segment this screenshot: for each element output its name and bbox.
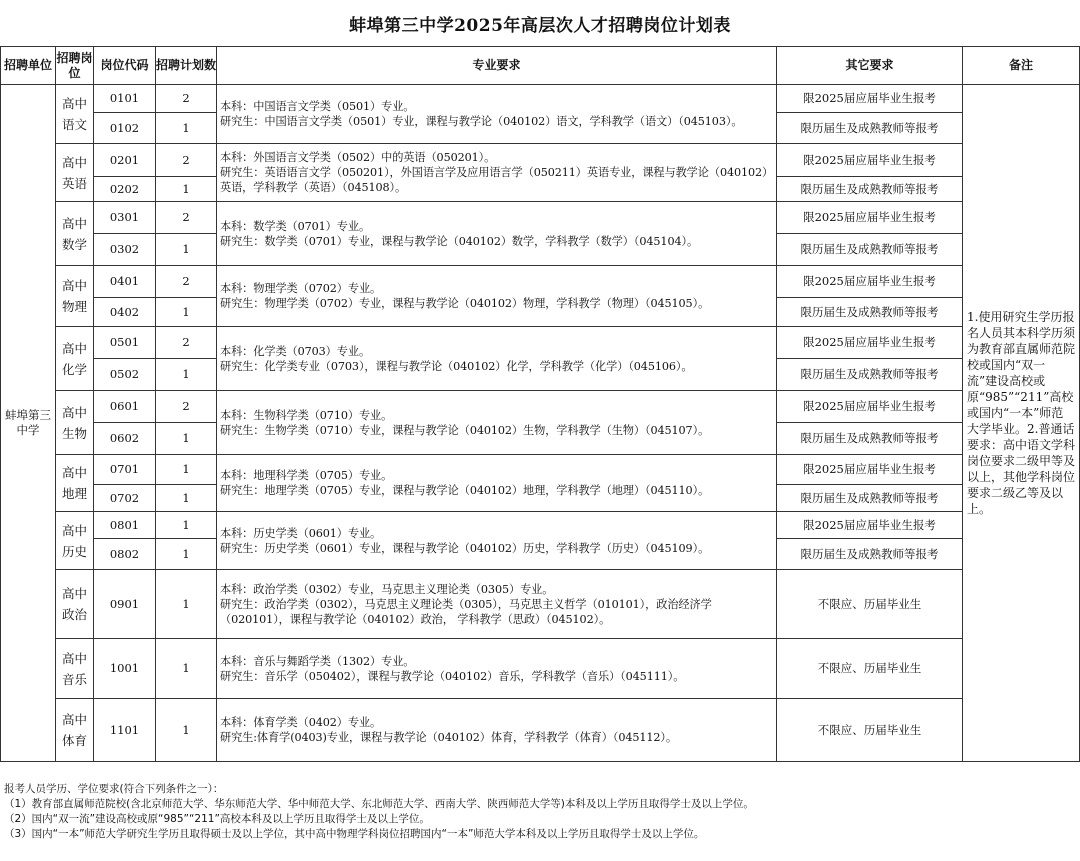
subject-label: 语文	[61, 117, 87, 132]
code-cell: 0801	[94, 512, 156, 539]
other-requirement-cell: 限2025届应届毕业生报考	[777, 455, 963, 485]
major-requirement-line: 研究生：政治学类（0302），马克思主义理论类（0305），马克思主义哲学（010101），政治经济学（020101），课程与教学论（040102）政治， 学科教学（思政）（045102）。	[220, 597, 712, 626]
table-row	[1, 391, 1080, 423]
code-cell: 0501	[94, 327, 156, 359]
major-requirement-line: 本科：体育学类（0402）专业。	[220, 716, 382, 729]
count-cell: 1	[156, 699, 217, 762]
table-row	[1, 202, 1080, 234]
count-cell: 1	[156, 570, 217, 639]
note-cell	[963, 85, 1080, 762]
subject-label: 音乐	[61, 671, 87, 687]
subject-label: 历史	[61, 543, 87, 559]
major-requirement-cell	[217, 455, 777, 512]
major-requirement-line: 本科：化学类（0703）专业。	[220, 344, 371, 358]
footnote-line: （3）国内“一本”师范大学研究生学历且取得硕士及以上学位，其中高中物理学科岗位招聘国内“一本”师范大学本科及以上学历且取得学士及以上学位。	[4, 828, 705, 840]
header-note: 备注	[963, 47, 1080, 85]
code-cell: 1001	[94, 639, 156, 699]
subject-label: 高中	[61, 96, 87, 111]
major-requirement-line: 本科：生物科学类（0710）专业。	[220, 408, 393, 422]
major-requirement-line: 研究生：英语语言文学（050201），外国语言学及应用语言学（050211）英语专业，课程与教学论（040102）英语，学科教学（英语）（045108）。	[220, 166, 768, 194]
count-cell: 1	[156, 234, 217, 266]
table-row	[1, 699, 1080, 762]
count-cell: 1	[156, 539, 217, 570]
count-cell: 1	[156, 359, 217, 391]
subject-label: 高中	[61, 404, 87, 420]
other-requirement-cell: 限2025届应届毕业生报考	[777, 327, 963, 359]
major-requirement-line: 本科：中国语言文学类（0501）专业。	[220, 100, 415, 113]
subject-cell	[56, 202, 94, 266]
major-requirement-line: 研究生：历史学类（0601）专业，课程与教学论（040102）历史，学科教学（历史）（045109）。	[220, 541, 710, 555]
other-requirement-cell: 限2025届应届毕业生报考	[777, 144, 963, 177]
count-cell: 2	[156, 202, 217, 234]
code-cell: 0702	[94, 485, 156, 512]
count-cell: 2	[156, 144, 217, 177]
other-requirement-cell: 不限应、历届毕业生	[777, 639, 963, 699]
other-requirement-cell: 限2025届应届毕业生报考	[777, 266, 963, 298]
major-requirement-line: 研究生:体育学(0403)专业，课程与教学论（040102）体育，学科教学（体育）（045112）。	[220, 731, 677, 744]
other-requirement-cell: 限2025届应届毕业生报考	[777, 85, 963, 113]
subject-label: 政治	[61, 607, 87, 622]
major-requirement-line: 研究生：地理学类（0705）专业，课程与教学论（040102）地理，学科教学（地理）（045110）。	[220, 484, 710, 497]
table-row	[1, 455, 1080, 485]
code-cell: 0502	[94, 359, 156, 391]
code-cell: 0301	[94, 202, 156, 234]
count-cell: 1	[156, 298, 217, 327]
major-requirement-cell	[217, 327, 777, 391]
footnote-line: （1）教育部直属师范院校(含北京师范大学、华东师范大学、华中师范大学、东北师范大学、西南大学、陕西师范大学等)本科及以上学历且取得学士及以上学位。	[4, 798, 754, 810]
other-requirement-cell: 不限应、历届毕业生	[777, 570, 963, 639]
subject-label: 高中	[61, 340, 87, 356]
code-cell: 0302	[94, 234, 156, 266]
major-requirement-cell	[217, 85, 777, 144]
unit-cell: 蚌埠第三中学	[1, 85, 56, 762]
major-requirement-line: 研究生：生物学类（0710）专业，课程与教学论（040102）生物，学科教学（生物）（045107）。	[220, 423, 710, 437]
major-requirement-cell	[217, 144, 777, 202]
header-unit: 招聘单位	[1, 47, 56, 85]
table-row	[1, 85, 1080, 113]
header-major: 专业要求	[217, 47, 777, 85]
subject-label: 高中	[61, 712, 87, 727]
subject-cell	[56, 699, 94, 762]
subject-label: 高中	[61, 278, 87, 293]
major-requirement-line: 研究生：数学类（0701）专业，课程与教学论（040102）数学，学科教学（数学）（045104）。	[220, 234, 699, 248]
table-row	[1, 144, 1080, 177]
code-cell: 0701	[94, 455, 156, 485]
other-requirement-cell: 限历届生及成熟教师等报考	[777, 359, 963, 391]
count-cell: 1	[156, 485, 217, 512]
subject-cell	[56, 455, 94, 512]
subject-label: 高中	[61, 154, 87, 170]
table-row	[1, 327, 1080, 359]
table-row	[1, 512, 1080, 539]
code-cell: 0802	[94, 539, 156, 570]
header-row	[1, 47, 1080, 85]
subject-label: 数学	[61, 236, 87, 252]
subject-cell	[56, 327, 94, 391]
subject-cell	[56, 144, 94, 202]
subject-cell	[56, 391, 94, 455]
header-post: 招聘岗位	[56, 47, 94, 85]
other-requirement-cell: 限2025届应届毕业生报考	[777, 391, 963, 423]
subject-label: 生物	[61, 425, 87, 441]
header-code: 岗位代码	[94, 47, 156, 85]
code-cell: 0401	[94, 266, 156, 298]
code-cell: 0202	[94, 177, 156, 202]
table-body	[1, 85, 1080, 762]
code-cell: 0201	[94, 144, 156, 177]
count-cell: 1	[156, 113, 217, 144]
other-requirement-cell: 限历届生及成熟教师等报考	[777, 177, 963, 202]
other-requirement-cell: 限历届生及成熟教师等报考	[777, 234, 963, 266]
header-other: 其它要求	[777, 47, 963, 85]
major-requirement-line: 研究生：物理学类（0702）专业，课程与教学论（040102）物理，学科教学（物理）（045105）。	[220, 297, 710, 310]
code-cell: 0102	[94, 113, 156, 144]
major-requirement-cell	[217, 639, 777, 699]
footnote-line: （2）国内“双一流”建设高校或原“985”“211”高校本科及以上学历且取得学士及以上学位。	[4, 813, 430, 825]
note-text: 1.使用研究生学历报名人员其本科学历须为教育部直属师范院校或国内“双一流”建设高校或原“985”“211”高校或国内“一本”师范大学毕业。2.普通话要求：高中语文学科岗位要求二级甲等及以上，其他学科岗位要求二级乙等及以上。	[967, 310, 1076, 516]
count-cell: 2	[156, 391, 217, 423]
header-plan: 招聘计划数	[156, 47, 217, 85]
subject-label: 高中	[61, 650, 87, 666]
count-cell: 1	[156, 177, 217, 202]
table-row	[1, 266, 1080, 298]
count-cell: 2	[156, 327, 217, 359]
recruitment-table	[0, 46, 1080, 762]
code-cell: 0601	[94, 391, 156, 423]
subject-cell	[56, 85, 94, 144]
other-requirement-cell: 不限应、历届毕业生	[777, 699, 963, 762]
subject-label: 英语	[61, 175, 87, 191]
count-cell: 1	[156, 455, 217, 485]
count-cell: 1	[156, 639, 217, 699]
major-requirement-line: 本科：地理科学类（0705）专业。	[220, 469, 393, 482]
major-requirement-line: 研究生：中国语言文学类（0501）专业，课程与教学论（040102）语文，学科教学（语文）（045103）。	[220, 115, 743, 128]
count-cell: 1	[156, 423, 217, 455]
major-requirement-cell	[217, 570, 777, 639]
table-row	[1, 570, 1080, 639]
table-row	[1, 639, 1080, 699]
major-requirement-cell	[217, 391, 777, 455]
subject-label: 高中	[61, 465, 87, 480]
count-cell: 1	[156, 512, 217, 539]
major-requirement-cell	[217, 699, 777, 762]
subject-label: 体育	[61, 733, 87, 748]
subject-label: 高中	[61, 215, 87, 231]
other-requirement-cell: 限历届生及成熟教师等报考	[777, 539, 963, 570]
subject-label: 地理	[61, 486, 87, 501]
major-requirement-line: 研究生：化学类专业（0703），课程与教学论（040102）化学，学科教学（化学）（045106）。	[220, 359, 693, 373]
other-requirement-cell: 限2025届应届毕业生报考	[777, 202, 963, 234]
major-requirement-cell	[217, 266, 777, 327]
code-cell: 0402	[94, 298, 156, 327]
page-title: 蚌埠第三中学2025年高层次人才招聘岗位计划表	[349, 15, 731, 36]
major-requirement-cell	[217, 202, 777, 266]
subject-cell	[56, 639, 94, 699]
subject-cell	[56, 570, 94, 639]
code-cell: 1101	[94, 699, 156, 762]
major-requirement-line: 本科：政治学类（0302）专业，马克思主义理论类（0305）专业。	[220, 582, 554, 596]
major-requirement-line: 本科：数学类（0701）专业。	[220, 219, 371, 233]
subject-cell	[56, 512, 94, 570]
major-requirement-line: 本科：音乐与舞蹈学类（1302）专业。	[220, 654, 415, 668]
major-requirement-line: 本科：历史学类（0601）专业。	[220, 526, 382, 540]
subject-label: 化学	[61, 361, 87, 377]
code-cell: 0602	[94, 423, 156, 455]
count-cell: 2	[156, 85, 217, 113]
major-requirement-line: 研究生：音乐学（050402），课程与教学论（040102）音乐，学科教学（音乐）（045111）。	[220, 669, 685, 683]
code-cell: 0901	[94, 570, 156, 639]
other-requirement-cell: 限历届生及成熟教师等报考	[777, 423, 963, 455]
major-requirement-line: 本科：外国语言文学类（0502）中的英语（050201）。	[220, 151, 496, 164]
subject-label: 高中	[61, 586, 87, 601]
other-requirement-cell: 限历届生及成熟教师等报考	[777, 113, 963, 144]
footnotes	[0, 782, 1080, 842]
major-requirement-cell	[217, 512, 777, 570]
other-requirement-cell: 限历届生及成熟教师等报考	[777, 485, 963, 512]
code-cell: 0101	[94, 85, 156, 113]
footnote-line: 报考人员学历、学位要求(符合下列条件之一）：	[4, 783, 224, 795]
subject-label: 高中	[61, 522, 87, 538]
subject-label: 物理	[61, 299, 87, 314]
subject-cell	[56, 266, 94, 327]
other-requirement-cell: 限历届生及成熟教师等报考	[777, 298, 963, 327]
count-cell: 2	[156, 266, 217, 298]
other-requirement-cell: 限2025届应届毕业生报考	[777, 512, 963, 539]
major-requirement-line: 本科：物理学类（0702）专业。	[220, 282, 382, 295]
